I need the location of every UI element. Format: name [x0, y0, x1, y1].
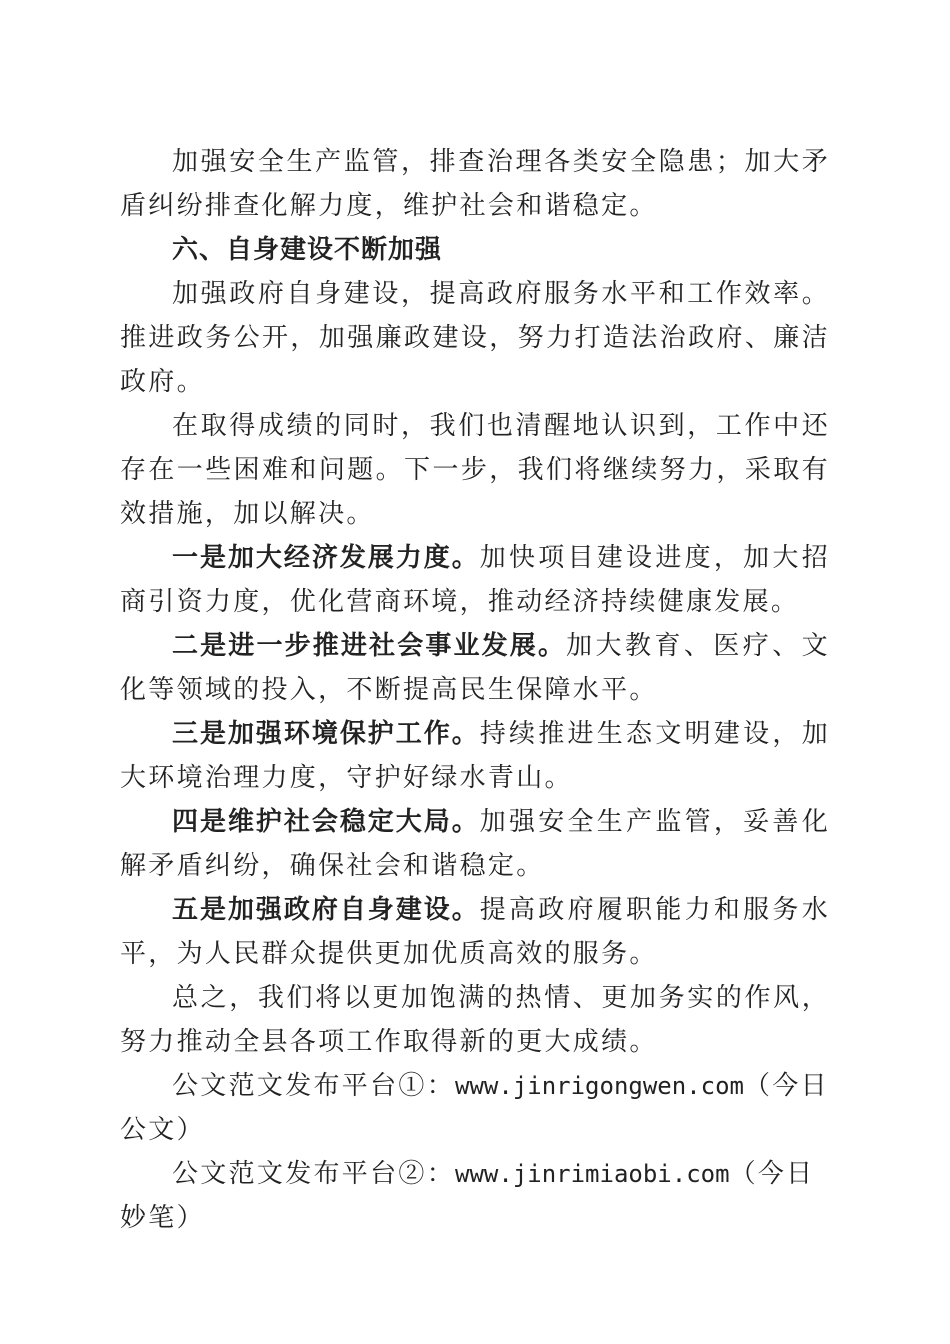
section-heading: 六、自身建设不断加强 [172, 235, 443, 265]
measure-lead: 三是加强环境保护工作。 [172, 719, 480, 749]
measure-item [120, 888, 830, 976]
platform-note: （今日公文） [120, 1071, 829, 1145]
platform-note: （今日妙笔） [120, 1159, 815, 1233]
measure-text: 持续推进生态文明建设，加大环境治理力度，守护好绿水青山。 [120, 719, 830, 793]
platform-line-2 [120, 1152, 830, 1240]
measure-text: 加强安全生产监管，妥善化解矛盾纠纷，确保社会和谐稳定。 [120, 807, 830, 881]
measure-lead: 二是进一步推进社会事业发展。 [172, 631, 567, 661]
measure-item [120, 536, 830, 624]
paragraph-safety: 加强安全生产监管，排查治理各类安全隐患；加大矛盾纠纷排查化解力度，维护社会和谐稳定。 [120, 147, 830, 221]
measure-text: 加大教育、医疗、文化等领域的投入，不断提高民生保障水平。 [120, 631, 830, 705]
platform-url-link[interactable]: www.jinrimiaobi.com [455, 1160, 730, 1188]
measure-lead: 一是加大经济发展力度。 [172, 543, 480, 573]
platform-line-1 [120, 1064, 830, 1152]
paragraph-problems: 在取得成绩的同时，我们也清醒地认识到，工作中还存在一些困难和问题。下一步，我们将继续努力，采取有效措施，加以解决。 [120, 411, 830, 529]
platform-url-link[interactable]: www.jinrigongwen.com [455, 1072, 744, 1100]
platform-label: 公文范文发布平台①： [172, 1071, 456, 1101]
platform-label: 公文范文发布平台②： [172, 1159, 456, 1189]
measure-item [120, 712, 830, 800]
measure-lead: 五是加强政府自身建设。 [172, 895, 480, 925]
document-body [120, 140, 830, 1240]
measure-item [120, 800, 830, 888]
measure-lead: 四是维护社会稳定大局。 [172, 807, 480, 837]
measure-text: 提高政府履职能力和服务水平，为人民群众提供更加优质高效的服务。 [120, 895, 830, 969]
paragraph-conclusion: 总之，我们将以更加饱满的热情、更加务实的作风，努力推动全县各项工作取得新的更大成绩。 [120, 983, 830, 1057]
paragraph-self-building: 加强政府自身建设，提高政府服务水平和工作效率。推进政务公开，加强廉政建设，努力打造法治政府、廉洁政府。 [120, 279, 830, 397]
measure-text: 加快项目建设进度，加大招商引资力度，优化营商环境，推动经济持续健康发展。 [120, 543, 830, 617]
measure-item [120, 624, 830, 712]
